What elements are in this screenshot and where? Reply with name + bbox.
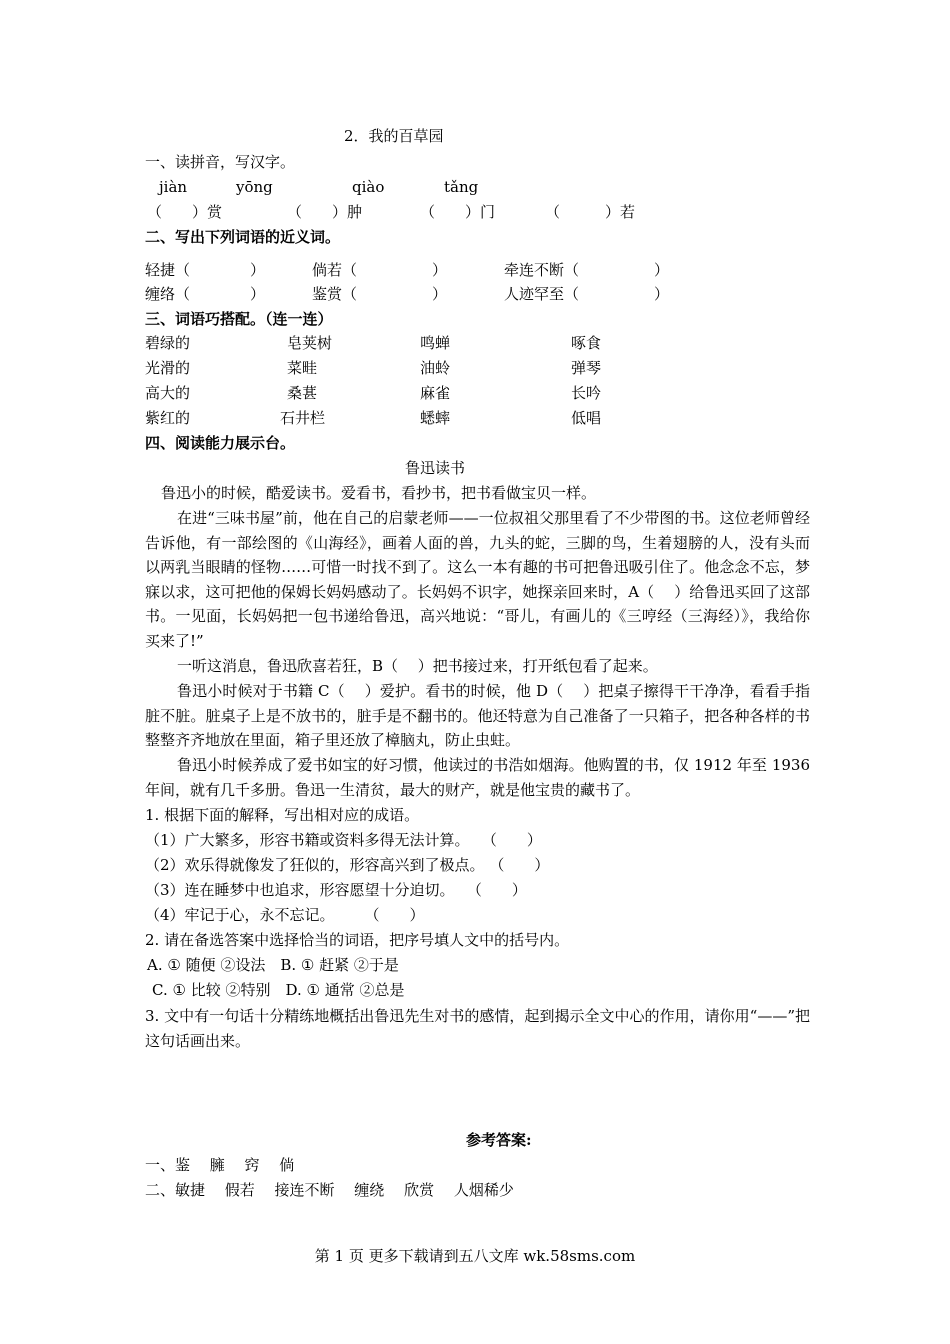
question-2-options: A. ① 随便 ②设法 B. ① 赶紧 ②于是 xyxy=(147,956,399,974)
question-1-item: （4）牢记于心，永不忘记。 （ ） xyxy=(145,906,425,924)
pinyin-2: yōng xyxy=(236,178,273,196)
match-cell: 长吟 xyxy=(571,384,602,402)
match-cell: 皂荚树 xyxy=(287,334,333,352)
answers-line-1: 一、鉴 臃 窍 倘 xyxy=(145,1156,295,1174)
match-cell: 高大的 xyxy=(145,384,191,402)
pinyin-3: qiào xyxy=(352,178,385,196)
blank-4: （ ）若 xyxy=(545,203,636,221)
answers-line-2: 二、敏捷 假若 接连不断 缠绕 欣赏 人烟稀少 xyxy=(145,1181,514,1199)
article-paragraph-3: 一听这消息，鲁迅欣喜若狂，B（ ）把书接过来，打开纸包看了起来。 xyxy=(177,657,658,675)
page-title: 2．我的百草园 xyxy=(344,127,444,145)
article-paragraph-2: 在进“三味书屋”前，他在自己的启蒙老师——一位叔祖父那里看了不少带图的书。这位老师曾经告诉他，有一部绘图的《山海经》，画着人面的兽，九头的蛇，三脚的鸟，生着翅膀的人，没有头而以两乳当眼睛的怪物……可惜一时找不到了。这么一本有趣的书可把鲁迅吸引住了。他念念不忘，梦寐以求，这可把他的保姆长妈妈感动了。长妈妈不识字，她探亲回来时，A（ ）给鲁迅买回了这部书。一见面，长妈妈把一包书递给鲁迅，高兴地说：“哥儿，有画儿的《三哼经（三海经）》，我给你买来了!” xyxy=(145,509,810,650)
synonym-6: 人迹罕至（ ） xyxy=(504,285,670,303)
match-cell: 油蛉 xyxy=(420,359,451,377)
section2-heading: 二、写出下列词语的近义词。 xyxy=(145,228,341,246)
match-cell: 紫红的 xyxy=(145,409,191,427)
section4-heading: 四、阅读能力展示台。 xyxy=(145,434,296,452)
synonym-5: 鉴赏（ ） xyxy=(312,285,448,303)
pinyin-1: jiàn xyxy=(159,178,188,196)
article-paragraph-4: 鲁迅小时候对于书籍 C（ ）爱护。看书的时候，他 D（ ）把桌子擦得干干净净，看看手指脏不脏。脏桌子上是不放书的，脏手是不翻书的。他还特意为自己准备了一只箱子，把各种各样的书整整齐齐地放在里面，箱子里还放了樟脑丸，防止虫蛀。 xyxy=(145,682,810,750)
question-3: 3. 文中有一句话十分精练地概括出鲁迅先生对书的感情，起到揭示全文中心的作用，请你用“——”把这句话画出来。 xyxy=(145,1007,810,1050)
question-2: 2. 请在备选答案中选择恰当的词语，把序号填人文中的括号内。 xyxy=(145,931,570,949)
synonym-1: 轻捷（ ） xyxy=(145,261,266,279)
blank-1: （ ）赏 xyxy=(147,203,223,221)
synonym-2: 倘若（ ） xyxy=(312,261,448,279)
question-1-item: （3）连在睡梦中也追求，形容愿望十分迫切。 （ ） xyxy=(145,881,527,899)
question-2-options: C. ① 比较 ②特别 D. ① 通常 ②总是 xyxy=(152,981,405,999)
question-1: 1. 根据下面的解释，写出相对应的成语。 xyxy=(145,806,420,824)
match-cell: 光滑的 xyxy=(145,359,191,377)
question-1-item: （1）广大繁多，形容书籍或资料多得无法计算。 （ ） xyxy=(145,831,542,849)
blank-2: （ ）肿 xyxy=(287,203,363,221)
match-cell: 麻雀 xyxy=(420,384,451,402)
match-cell: 鸣蝉 xyxy=(420,334,451,352)
page-footer: 第 1 页 更多下载请到五八文库 wk.58sms.com xyxy=(314,1247,636,1265)
match-cell: 桑葚 xyxy=(287,384,318,402)
article-paragraph-1: 鲁迅小的时候，酷爱读书。爱看书，看抄书，把书看做宝贝一样。 xyxy=(161,484,597,502)
article-paragraph-5: 鲁迅小时候养成了爱书如宝的好习惯，他读过的书浩如烟海。他购置的书，仅 1912 年至 1936 年间，就有几千多册。鲁迅一生清贫，最大的财产，就是他宝贵的藏书了。 xyxy=(145,756,810,799)
match-cell: 石井栏 xyxy=(280,409,326,427)
article-title: 鲁迅读书 xyxy=(405,459,466,477)
match-cell: 弹琴 xyxy=(571,359,602,377)
section1-heading: 一、读拼音，写汉字。 xyxy=(145,153,296,171)
pinyin-4: tǎng xyxy=(444,178,479,196)
synonym-4: 缠络（ ） xyxy=(145,285,266,303)
question-1-item: （2）欢乐得就像发了狂似的，形容高兴到了极点。 （ ） xyxy=(145,856,550,874)
match-cell: 蟋蟀 xyxy=(420,409,451,427)
answers-heading: 参考答案: xyxy=(466,1131,532,1149)
section3-heading: 三、词语巧搭配。（连一连） xyxy=(145,310,333,328)
match-cell: 啄食 xyxy=(571,334,602,352)
match-cell: 低唱 xyxy=(571,409,602,427)
match-cell: 碧绿的 xyxy=(145,334,191,352)
match-cell: 菜畦 xyxy=(287,359,318,377)
synonym-3: 牵连不断（ ） xyxy=(504,261,670,279)
blank-3: （ ）门 xyxy=(420,203,496,221)
